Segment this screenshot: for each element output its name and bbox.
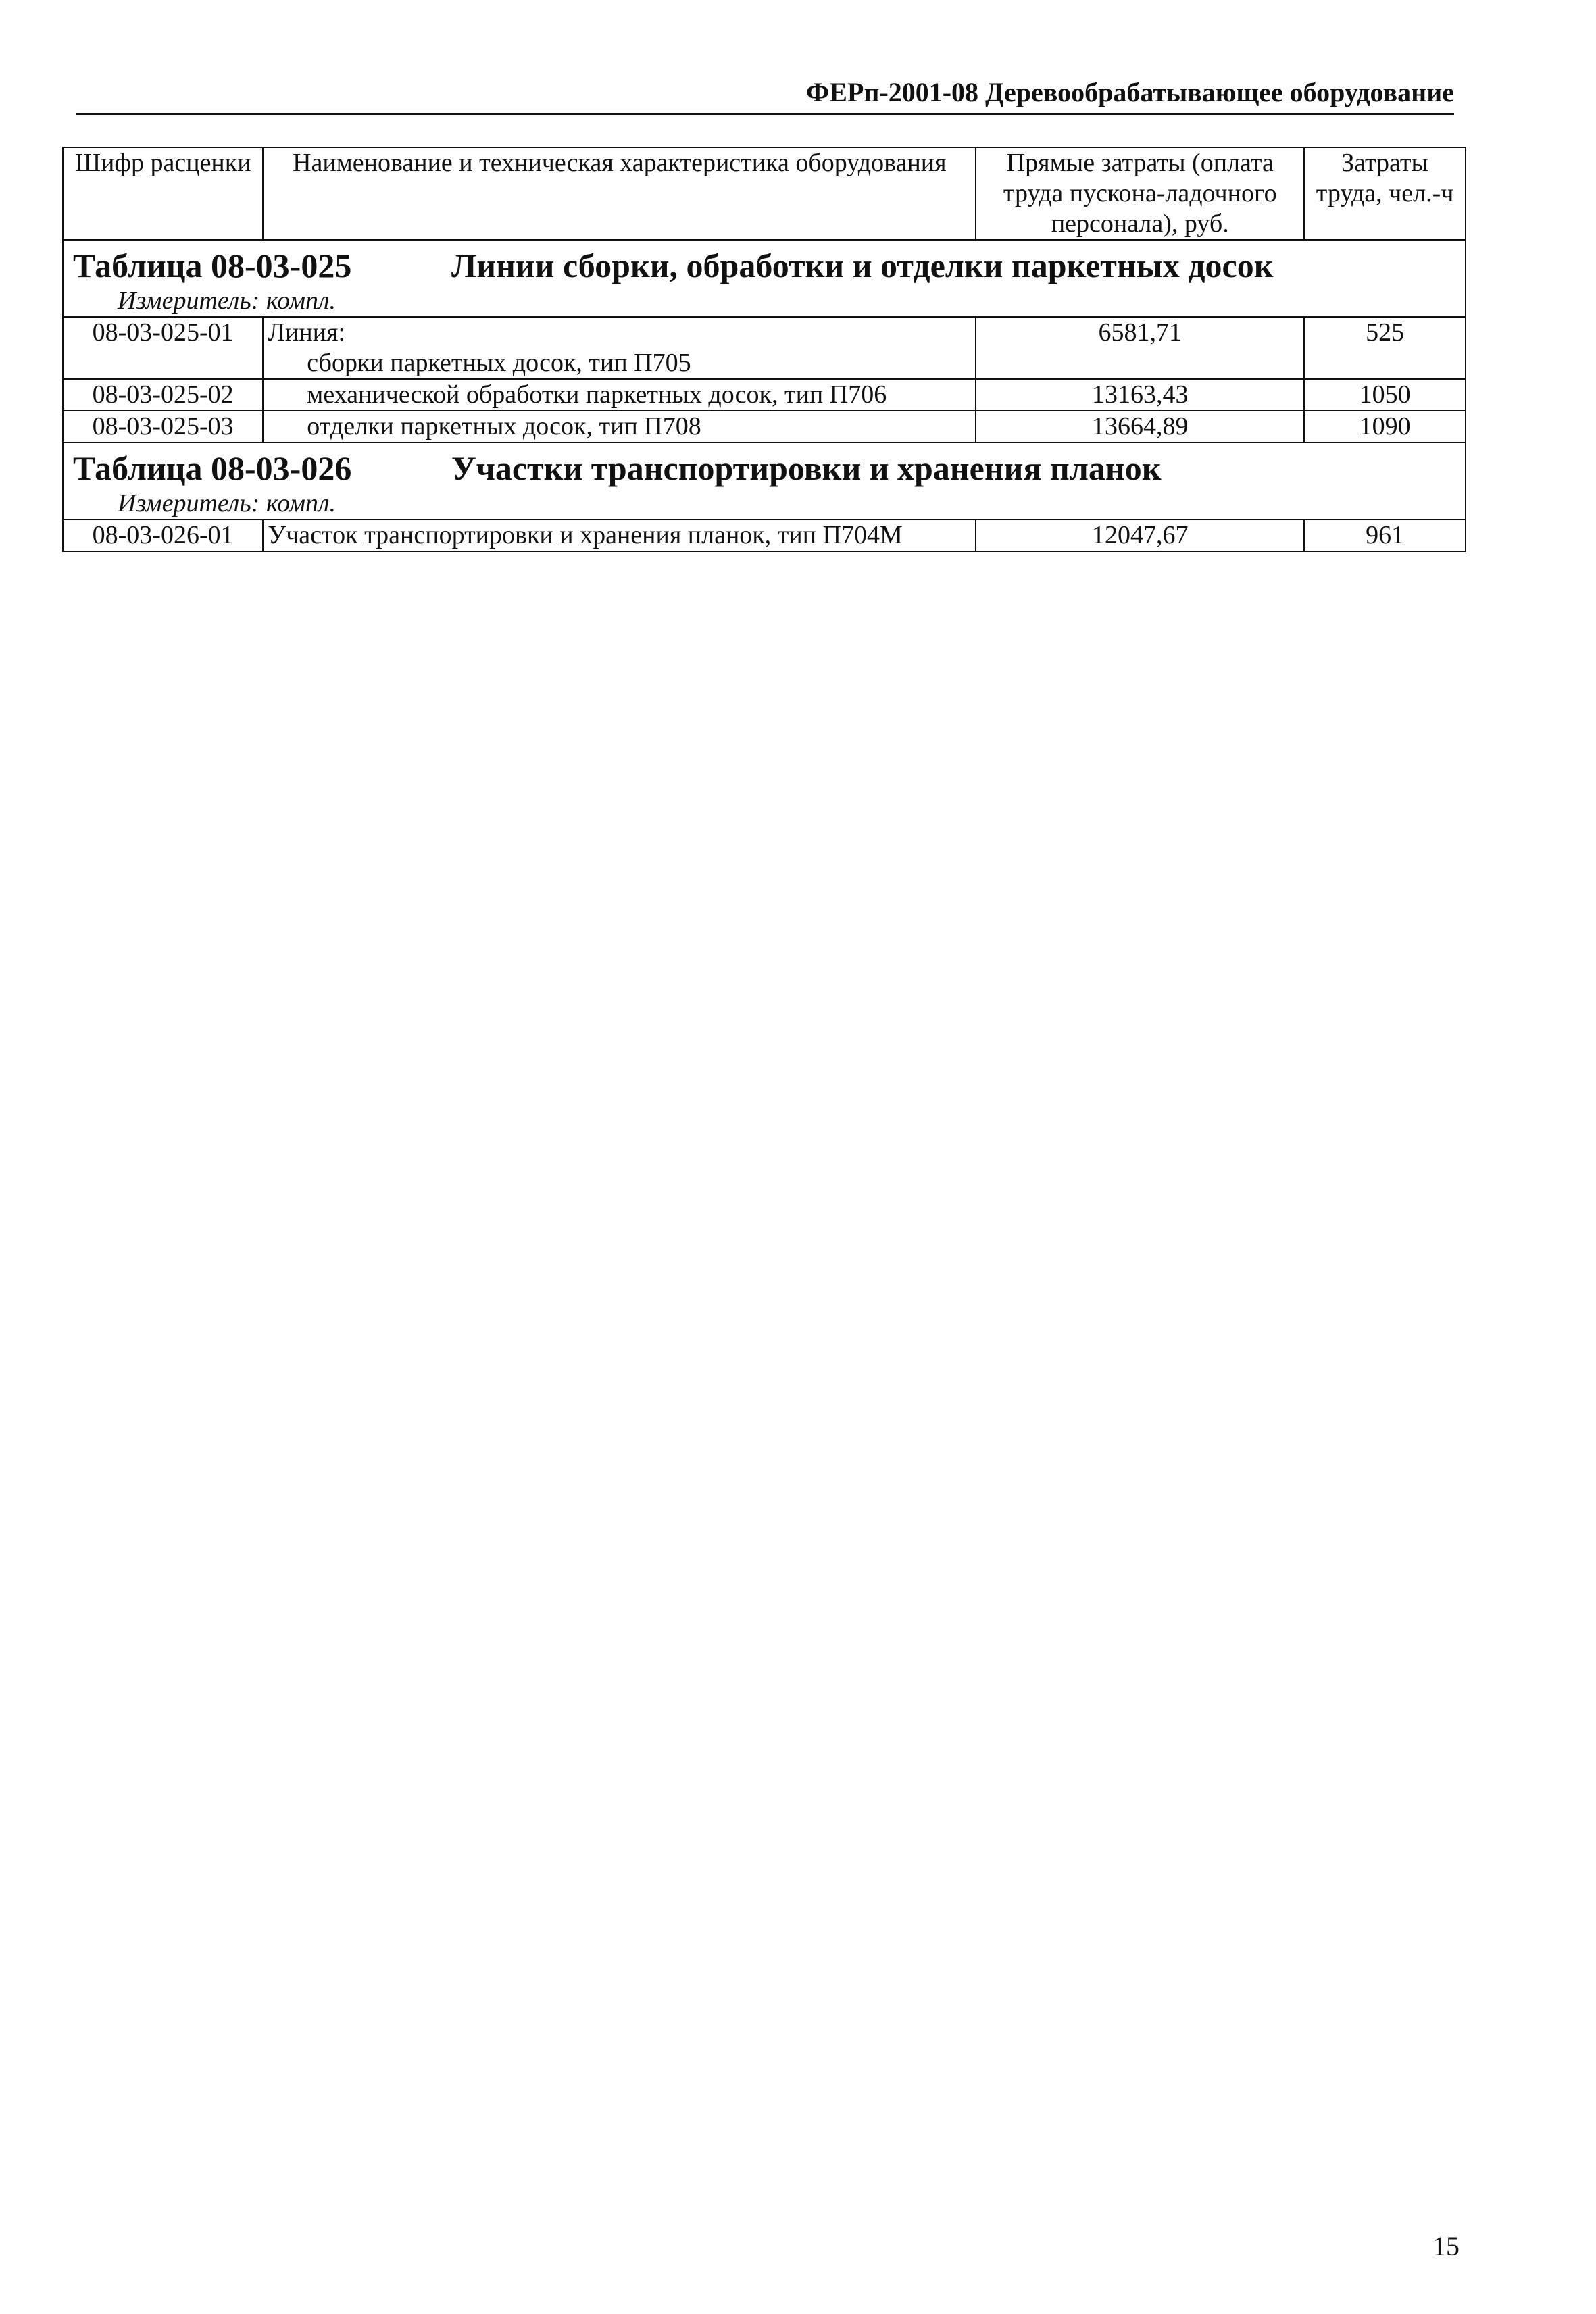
section-code: Таблица 08-03-026 [73, 449, 352, 487]
rate-labor: 525 [1304, 317, 1466, 379]
rate-labor: 1050 [1304, 379, 1466, 411]
rate-name-cell [263, 411, 976, 443]
rate-name-cell [263, 317, 976, 379]
section-title: Участки транспортировки и хранения планок [451, 449, 1162, 487]
rate-cost: 12047,67 [976, 520, 1304, 551]
table-row [63, 379, 1466, 411]
rate-cost: 13163,43 [976, 379, 1304, 411]
column-header-name: Наименование и техническая характеристика оборудования [263, 147, 976, 240]
section-header-cell [63, 240, 1466, 317]
header-rule [76, 113, 1454, 115]
table-row [63, 520, 1466, 551]
rate-code: 08-03-025-02 [63, 379, 263, 411]
section-title: Линии сборки, обработки и отделки паркетных досок [451, 247, 1274, 284]
section-code: Таблица 08-03-025 [73, 247, 352, 284]
column-header-cost: Прямые затраты (оплата труда пускона-ладочного персонала), руб. [976, 147, 1304, 240]
table-row [63, 317, 1466, 379]
table-row [63, 411, 1466, 443]
group-label: Линия: [268, 318, 346, 347]
section-title-line [73, 447, 1455, 489]
rate-name: Участок транспортировки и хранения планок, тип П704М [263, 520, 976, 551]
rate-code: 08-03-025-03 [63, 411, 263, 443]
section-header [63, 240, 1466, 317]
section-header-cell [63, 443, 1466, 520]
rate-name: механической обработки паркетных досок, тип П706 [307, 380, 887, 409]
rate-labor: 1090 [1304, 411, 1466, 443]
rates-table [62, 147, 1466, 552]
rate-code: 08-03-025-01 [63, 317, 263, 379]
rate-code: 08-03-026-01 [63, 520, 263, 551]
rate-name-cell [263, 379, 976, 411]
rate-name: сборки паркетных досок, тип П705 [307, 349, 691, 377]
running-header: ФЕРп-2001-08 Деревообрабатывающее оборудование [805, 77, 1454, 107]
page-number: 15 [1432, 2231, 1460, 2261]
rate-labor: 961 [1304, 520, 1466, 551]
rate-cost: 6581,71 [976, 317, 1304, 379]
section-unit: Измеритель: компл. [118, 489, 336, 518]
section-unit: Измеритель: компл. [118, 286, 336, 315]
section-header [63, 443, 1466, 520]
section-title-line [73, 245, 1455, 286]
column-header-labor: Затраты труда, чел.-ч [1304, 147, 1466, 240]
table-header-row [63, 147, 1466, 240]
rate-name: отделки паркетных досок, тип П708 [307, 412, 701, 441]
rate-cost: 13664,89 [976, 411, 1304, 443]
column-header-code: Шифр расценки [63, 147, 263, 240]
